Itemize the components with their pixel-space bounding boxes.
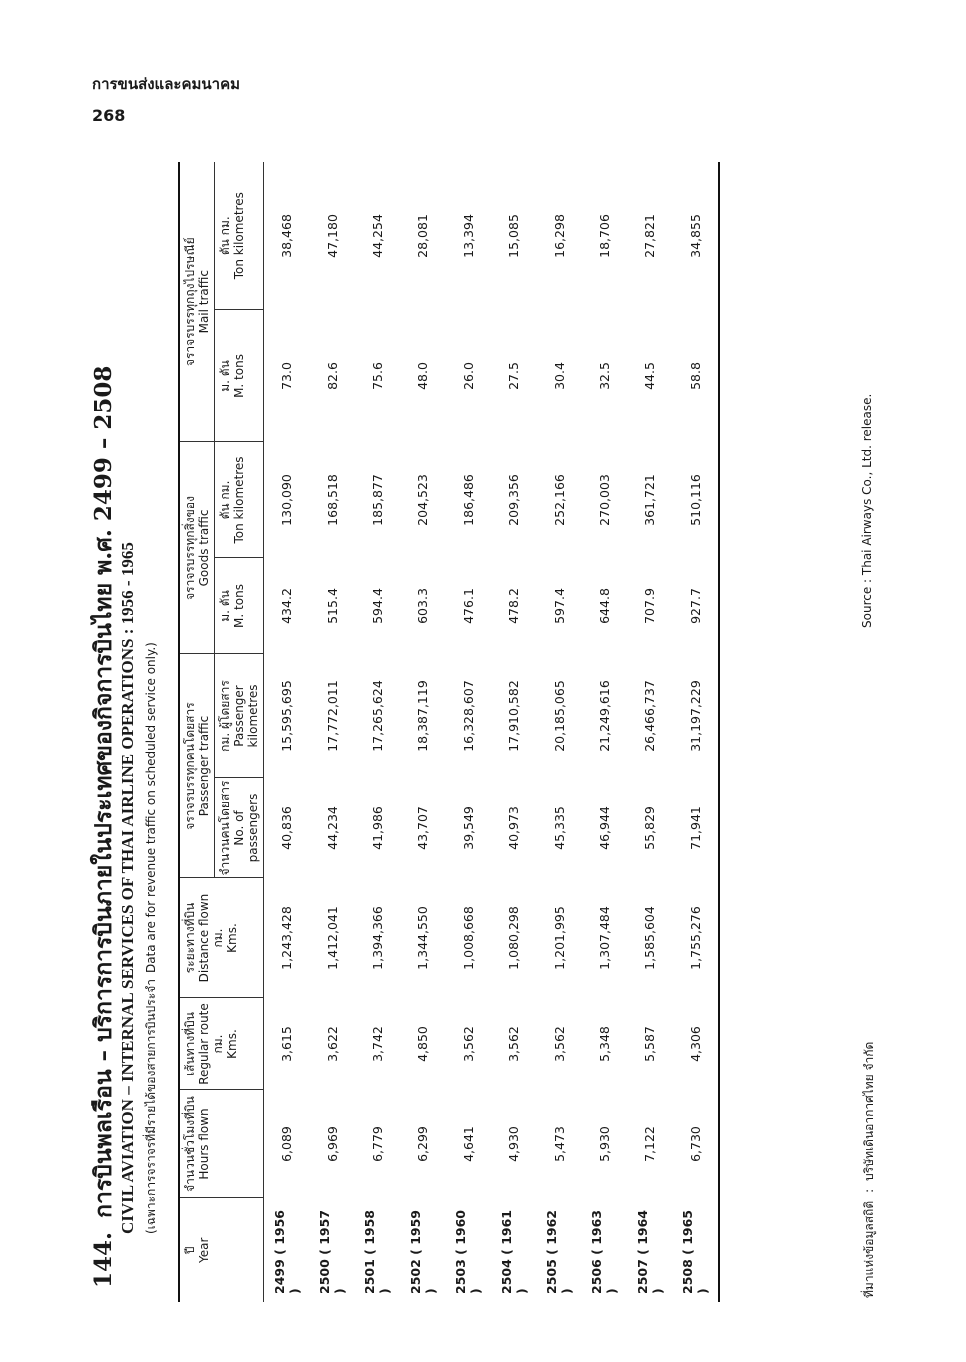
cell-goods-tons: 597.4 <box>551 588 567 624</box>
cell-passenger-km: 15,595,695 <box>279 680 295 752</box>
cell-goods-tonkm: 186,486 <box>460 474 476 526</box>
cell-year: 2500 ( 1957 ) <box>317 1210 348 1294</box>
cell-passenger-km: 26,466,737 <box>642 680 658 752</box>
cell-route: 4,850 <box>415 1026 431 1062</box>
header-hours: จำนวนชั่วโมงที่บิน Hours flown <box>179 1090 264 1198</box>
cell-hours: 6,089 <box>279 1126 295 1162</box>
table-row <box>582 162 627 1302</box>
source-note-thai <box>860 1042 879 1298</box>
cell-passengers: 40,836 <box>279 806 295 850</box>
subtitle-thai: (เฉพาะการจราจรที่มีรายได้ของสายการบินประจำ <box>144 979 158 1234</box>
table-title-english: CIVIL AVIATION – INTERNAL SERVICES OF THAI AIRLINE OPERATIONS : 1956 - 1965 <box>118 542 137 1234</box>
cell-hours: 6,779 <box>369 1126 385 1162</box>
cell-passengers: 43,707 <box>415 806 431 850</box>
cell-year: 2508 ( 1965 ) <box>673 1198 719 1302</box>
cell-goods-tonkm: 252,166 <box>551 474 567 526</box>
cell-distance: 1,755,276 <box>673 878 719 998</box>
cell-mail-tons: 32.5 <box>596 362 612 390</box>
cell-goods-tons: 476.1 <box>460 588 476 624</box>
cell-distance: 1,585,604 <box>642 906 658 970</box>
cell-route: 3,562 <box>551 1026 567 1062</box>
cell-year: 2503 ( 1960 ) <box>453 1210 484 1294</box>
cell-mail-tons: 73.0 <box>279 362 295 390</box>
cell-year: 2501 ( 1958 ) <box>362 1210 393 1294</box>
header-mail-traffic: จราจรบรรทุกถุงไปรษณีย์ Mail traffic <box>179 162 215 442</box>
cell-goods-tons: 478.2 <box>506 588 522 624</box>
cell-mail-tonkm: 34,855 <box>673 162 719 310</box>
cell-mail-tonkm: 27,821 <box>642 214 658 258</box>
cell-goods-tonkm: 185,877 <box>369 474 385 526</box>
cell-goods-tons: 927.7 <box>673 558 719 654</box>
cell-hours: 4,641 <box>460 1126 476 1162</box>
cell-goods-tonkm: 130,090 <box>279 474 295 526</box>
cell-route: 3,742 <box>369 1026 385 1062</box>
source-note-english: Source : Thai Airways Co., Ltd. release. <box>860 393 874 628</box>
table-title-thai <box>86 366 122 1288</box>
source-label-thai: ที่มาแห่งข้อมูลสถิติ <box>862 1200 876 1298</box>
cell-hours: 5,930 <box>596 1126 612 1162</box>
cell-mail-tonkm: 15,085 <box>506 214 522 258</box>
cell-goods-tons: 434.2 <box>279 588 295 624</box>
cell-passengers: 40,973 <box>506 806 522 850</box>
cell-goods-tonkm: 204,523 <box>415 474 431 526</box>
table-row <box>264 162 310 1302</box>
cell-goods-tons: 594.4 <box>369 588 385 624</box>
cell-mail-tonkm: 44,254 <box>369 214 385 258</box>
table-header <box>179 162 264 1302</box>
table-row <box>309 162 354 1302</box>
cell-passenger-km: 31,197,229 <box>673 654 719 778</box>
cell-goods-tons: 644.8 <box>596 588 612 624</box>
table-row <box>536 162 581 1302</box>
header-goods-tons: ม. ตัน M. tons <box>215 558 264 654</box>
cell-distance: 1,243,428 <box>279 906 295 970</box>
header-mail-tonkm: ตัน กม. Ton kilometres <box>215 162 264 310</box>
table-row <box>627 162 672 1302</box>
cell-mail-tonkm: 16,298 <box>551 214 567 258</box>
table-row <box>491 162 536 1302</box>
subtitle-english: Data are for revenue traffic on scheduled service only.) <box>144 642 158 974</box>
cell-distance: 1,412,041 <box>324 906 340 970</box>
header-year: ปี Year <box>179 1198 264 1302</box>
page-number: 268 <box>92 106 126 125</box>
cell-passengers: 55,829 <box>642 806 658 850</box>
cell-mail-tonkm: 47,180 <box>324 214 340 258</box>
table-number: 144. <box>90 1231 117 1288</box>
cell-route: 3,615 <box>279 1026 295 1062</box>
source-value-thai: บริษัทเดินอากาศไทย จำกัด <box>862 1041 876 1181</box>
table-row <box>673 162 719 1302</box>
cell-passenger-km: 16,328,607 <box>460 680 476 752</box>
cell-route: 3,562 <box>460 1026 476 1062</box>
cell-mail-tonkm: 18,706 <box>596 214 612 258</box>
cell-passengers: 71,941 <box>673 778 719 878</box>
cell-mail-tons: 75.6 <box>369 362 385 390</box>
cell-goods-tonkm: 361,721 <box>642 474 658 526</box>
cell-hours: 6,730 <box>673 1090 719 1198</box>
cell-mail-tonkm: 13,394 <box>460 214 476 258</box>
cell-goods-tons: 603.3 <box>415 588 431 624</box>
cell-distance: 1,344,550 <box>415 906 431 970</box>
cell-distance: 1,394,366 <box>369 906 385 970</box>
cell-passenger-km: 21,249,616 <box>596 680 612 752</box>
cell-mail-tons: 44.5 <box>642 362 658 390</box>
header-distance: ระยะทางที่บิน Distance flown กม. Kms. <box>179 878 264 998</box>
title-thai-text: การบินพลเรือน – บริการการบินภายในประเทศของกิจการบินไทย พ.ศ. 2499 – 2508 <box>90 365 117 1218</box>
cell-passengers: 39,549 <box>460 806 476 850</box>
table-row <box>400 162 445 1302</box>
cell-route: 5,587 <box>642 1026 658 1062</box>
cell-goods-tonkm: 270,003 <box>596 474 612 526</box>
table-row <box>355 162 400 1302</box>
header-passengers: จำนวนคนโดยสาร No. of passengers <box>215 778 264 878</box>
cell-passengers: 45,335 <box>551 806 567 850</box>
cell-goods-tons: 515.4 <box>324 588 340 624</box>
header-passenger-km: กม. ผู้โดยสาร Passenger kilometres <box>215 654 264 778</box>
title-block <box>82 146 174 1318</box>
cell-hours: 5,473 <box>551 1126 567 1162</box>
cell-mail-tons: 26.0 <box>460 362 476 390</box>
cell-route: 4,306 <box>673 998 719 1090</box>
cell-hours: 6,299 <box>415 1126 431 1162</box>
cell-route: 3,562 <box>506 1026 522 1062</box>
header-passenger-traffic: จราจรบรรทุกคนโดยสาร Passenger traffic <box>179 654 215 878</box>
header-route: เส้นทางที่บิน Regular route กม. Kms. <box>179 998 264 1090</box>
source-separator: : <box>862 1188 876 1193</box>
table-row <box>446 162 491 1302</box>
cell-goods-tonkm: 168,518 <box>324 474 340 526</box>
aviation-table <box>178 162 720 1302</box>
cell-passengers: 44,234 <box>324 806 340 850</box>
cell-distance: 1,008,668 <box>460 906 476 970</box>
cell-year: 2499 ( 1956 ) <box>271 1210 302 1294</box>
cell-passenger-km: 17,910,582 <box>506 680 522 752</box>
cell-mail-tons: 27.5 <box>506 362 522 390</box>
cell-goods-tonkm: 209,356 <box>506 474 522 526</box>
cell-passengers: 46,944 <box>596 806 612 850</box>
cell-hours: 4,930 <box>506 1126 522 1162</box>
table-body <box>264 162 719 1302</box>
running-head: การขนส่งและคมนาคม <box>92 75 240 93</box>
cell-year: 2506 ( 1963 ) <box>589 1210 620 1294</box>
cell-year: 2507 ( 1964 ) <box>634 1210 665 1294</box>
cell-route: 5,348 <box>596 1026 612 1062</box>
cell-mail-tonkm: 28,081 <box>415 214 431 258</box>
cell-goods-tonkm: 510,116 <box>673 442 719 558</box>
cell-distance: 1,307,484 <box>596 906 612 970</box>
cell-passenger-km: 20,185,065 <box>551 680 567 752</box>
cell-mail-tons: 30.4 <box>551 362 567 390</box>
cell-passenger-km: 17,772,011 <box>324 680 340 752</box>
cell-hours: 7,122 <box>642 1126 658 1162</box>
cell-mail-tonkm: 38,468 <box>279 214 295 258</box>
cell-passengers: 41,986 <box>369 806 385 850</box>
table-subtitle <box>142 642 161 1234</box>
cell-route: 3,622 <box>324 1026 340 1062</box>
cell-year: 2504 ( 1961 ) <box>498 1210 529 1294</box>
cell-mail-tons: 82.6 <box>324 362 340 390</box>
cell-year: 2502 ( 1959 ) <box>407 1210 438 1294</box>
cell-year: 2505 ( 1962 ) <box>544 1210 575 1294</box>
cell-passenger-km: 17,265,624 <box>369 680 385 752</box>
cell-distance: 1,201,995 <box>551 906 567 970</box>
cell-hours: 6,969 <box>324 1126 340 1162</box>
cell-distance: 1,080,298 <box>506 906 522 970</box>
header-goods-traffic: จราจรบรรทุกสิ่งของ Goods traffic <box>179 442 215 654</box>
cell-goods-tons: 707.9 <box>642 588 658 624</box>
cell-mail-tons: 48.0 <box>415 362 431 390</box>
header-mail-tons: ม. ตัน M. tons <box>215 310 264 442</box>
cell-passenger-km: 18,387,119 <box>415 680 431 752</box>
header-goods-tonkm: ตัน กม. Ton kilometres <box>215 442 264 558</box>
rotated-table-page <box>82 146 912 1318</box>
cell-mail-tons: 58.8 <box>673 310 719 442</box>
